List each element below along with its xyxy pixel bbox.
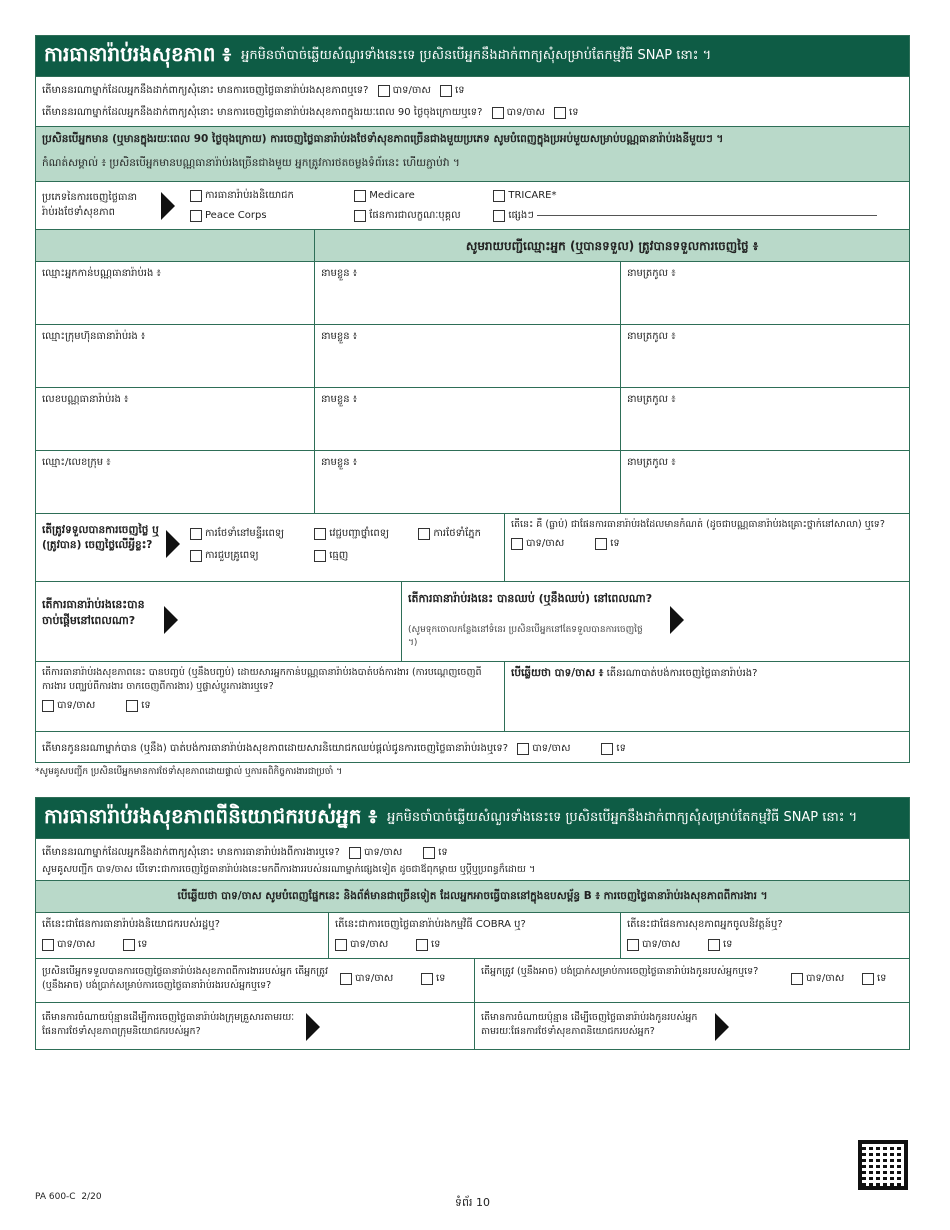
cost-row xyxy=(36,1002,909,1050)
section-title: ការធានារ៉ាប់រងសុខភាពពីនិយោជករបស់អ្នក ៖ xyxy=(44,804,378,828)
section-header xyxy=(36,798,909,838)
no-label: ទេ xyxy=(616,743,626,754)
section-subtitle: អ្នកមិនចាំបាច់ឆ្លើយសំណួរទាំងនេះទេ ប្រសិនបើអ្នកនឹងដាក់ពាក្យសុំសម្រាប់តែកម្មវិធី SNAP នោះ ។ xyxy=(241,47,712,63)
family-cost-question: តើមានការចំណាយប៉ុន្មានដើម្បីការចេញថ្លៃធានារ៉ាប់រងក្រុមគ្រួសារតាមរយៈផែនការថែទាំសុខភាពក្រុមនិយោជករបស់អ្នក? xyxy=(42,1012,295,1037)
no-label: ទេ xyxy=(877,973,887,984)
job-coverage-row xyxy=(36,838,909,880)
no-checkbox[interactable] xyxy=(554,107,566,119)
covered-question: តើត្រូវទទួលបានការចេញថ្លៃ ឬ (ត្រូវបាន) ចេញថ្លៃលើអ្វីខ្លះ? xyxy=(42,524,159,551)
cobra-question: តើនេះជាការចេញថ្លៃធានារ៉ាប់រងកម្មវិធី COBRA ឬ? xyxy=(335,919,526,930)
instruction-text: ប្រសិនបើអ្នកមាន (ឬមានក្នុងរយៈពេល 90 ថ្ងៃចុងក្រោយ) ការចេញថ្លៃធានារ៉ាប់រងថែទាំសុខភាពច្រើនជាងមួយប្រភេទ សូមបំពេញក្នុងប្រអប់មួយសម្រាប់បណ្ណធានារ៉ាប់រងនីមួយៗ ។ xyxy=(42,133,724,145)
covered-services-row xyxy=(36,513,909,581)
no-label: ទេ xyxy=(723,939,733,950)
medicare-checkbox[interactable] xyxy=(354,190,366,202)
policy-number-field[interactable]: លេខបណ្ណធានារ៉ាប់រង ៖ xyxy=(42,394,129,405)
no-checkbox[interactable] xyxy=(423,847,435,859)
note-text: កំណត់សម្គាល់ ៖ ប្រសិនបើអ្នកមានបណ្ណធានារ៉ាប់រងច្រើនជាងមួយ អ្នកត្រូវការថតចម្លងទំព័រនេះ ហើយភ្ជាប់វា ។ xyxy=(42,157,460,169)
first-name-field[interactable]: នាមខ្លួន ៖ xyxy=(314,451,620,513)
yes-label: បាទ/ចាស xyxy=(806,973,845,984)
yes-label: បាទ/ចាស xyxy=(355,973,394,984)
prescription-checkbox[interactable] xyxy=(314,528,326,540)
yes-label: បាទ/ចាស xyxy=(642,939,681,950)
no-label: ទេ xyxy=(138,939,148,950)
yes-checkbox[interactable] xyxy=(42,700,54,712)
first-name-field[interactable]: នាមខ្លួន ៖ xyxy=(314,388,620,450)
list-header: សូមរាយបញ្ជីឈ្មោះអ្នក (ឬបានទទួល) ត្រូវបានទទួលការចេញថ្លៃ ៖ xyxy=(314,230,909,261)
state-plan-question: តើនេះជាផែនការធានារ៉ាប់រងនិយោជករបស់រដ្ឋឬ? xyxy=(42,919,220,930)
footnote: *សូមគូសបញ្ជីក ប្រសិនបើអ្នកមានការថែទាំសុខភាពដោយផ្ទាល់ ឬការតពិកិច្ចការងារជាប្រចាំ ។ xyxy=(35,767,343,777)
medicare-label: Medicare xyxy=(369,190,415,201)
dental-checkbox[interactable] xyxy=(314,550,326,562)
job-loss-row xyxy=(36,661,909,731)
arrow-icon xyxy=(164,606,178,634)
question-90-days: តើមាននរណាម្នាក់ដែលអ្នកនឹងដាក់ពាក្យសុំនោះ មានការចេញថ្លៃធានារ៉ាប់រងសុខភាពក្នុងរយៈពេល 90 ថ្ងៃចុងក្រោយឬទេ? xyxy=(42,107,483,118)
section-subtitle: អ្នកមិនចាំបាច់ឆ្លើយសំណួរទាំងនេះទេ ប្រសិនបើអ្នកនឹងដាក់ពាក្យសុំសម្រាប់តែកម្មវិធី SNAP នោះ ។ xyxy=(387,809,858,825)
yes-checkbox[interactable] xyxy=(511,538,523,550)
doctor-label: ការជួបគ្រូពេទ្យ xyxy=(205,550,259,561)
no-checkbox[interactable] xyxy=(126,700,138,712)
banner-row xyxy=(36,880,909,912)
form-date: 2/20 xyxy=(81,1192,102,1202)
yes-checkbox[interactable] xyxy=(349,847,361,859)
person-row xyxy=(36,387,909,450)
form-number: PA 600-C xyxy=(35,1192,76,1202)
coverage-type-label: ប្រភេទនៃការចេញថ្លៃធានារ៉ាប់រងថែទាំសុខភាព xyxy=(42,192,138,218)
no-label: ទេ xyxy=(438,847,448,858)
arrow-icon xyxy=(670,606,684,634)
arrow-icon xyxy=(715,1013,729,1041)
no-checkbox[interactable] xyxy=(708,939,720,951)
arrow-icon xyxy=(306,1013,320,1041)
job-loss-question: តើការធានារ៉ាប់រងសុខភាពនេះ បានបញ្ចប់ (ឬនឹងបញ្ចប់) ដោយសារអ្នកកាន់បណ្ណធានារ៉ាប់រងបាត់បង់ការងារ (ការបណ្តេញចេញពីការងារ បញ្ឈប់ពីការងារ ចាកចេញពីការងារ) ឬផ្លាស់ប្តូរការងារឬទេ? xyxy=(42,667,482,692)
self-pay-question: ប្រសិនបើអ្នកទទួលបានការចេញថ្លៃធានារ៉ាប់រងសុខភាពពីការងាររបស់អ្នក តើអ្នកត្រូវ (ឬនឹងអាច) បង់ប្រាក់សម្រាប់ការចេញថ្លៃធានារ៉ាប់រងរបស់អ្នកឬទេ? xyxy=(42,966,329,991)
no-label: ទេ xyxy=(141,700,151,711)
no-checkbox[interactable] xyxy=(440,85,452,97)
dental-label: ធ្មេញ xyxy=(329,550,349,561)
employer-label: ការធានារ៉ាប់រងនិយោជក xyxy=(205,190,294,201)
limited-plan-question: តើនេះ គឺ (ធ្លាប់) ជាផែនការធានារ៉ាប់រងដែលមានកំណត់ (ដូចជាបណ្ណធានារ៉ាប់រងគ្រោះថ្នាក់នៅសាលា) ឬទេ? xyxy=(511,519,885,530)
holder-name-field[interactable]: ឈ្មោះអ្នកកាន់បណ្ណធានារ៉ាប់រង ៖ xyxy=(42,268,161,279)
yes-label: បាទ/ចាស xyxy=(364,847,403,858)
last-name-field[interactable]: នាមត្រកូល ៖ xyxy=(620,451,909,513)
banner-text: បើឆ្លើយថា បាទ/ចាស សូមបំពេញផ្នែកនេះ និងព័ត៌មានជាច្រើនទៀត ដែលអ្នកអាចធ្វើបាននៅក្នុងឧបសម្ព័ន្ធ B ៖ ការចេញថ្លៃធានារ៉ាប់រងសុខភាពពីការងារ ។ xyxy=(177,890,768,902)
person-row xyxy=(36,261,909,324)
child-coverage-row xyxy=(36,731,909,763)
no-label: ទេ xyxy=(569,107,579,118)
individual-plan-checkbox[interactable] xyxy=(354,210,366,222)
last-name-field[interactable]: នាមត្រកូល ៖ xyxy=(620,388,909,450)
no-label: ទេ xyxy=(436,973,446,984)
child-pay-question: តើអ្នកត្រូវ (ឬនឹងអាច) បង់ប្រាក់សម្រាប់ការចេញថ្លៃធានារ៉ាប់រងកូនរបស់អ្នកឬទេ? xyxy=(481,966,759,977)
yes-label: បាទ/ចាស xyxy=(392,85,431,96)
employer-insurance-section xyxy=(35,797,910,1050)
yes-checkbox[interactable] xyxy=(340,973,352,985)
section-title: ការធានារ៉ាប់រងសុខភាព ៖ xyxy=(44,42,232,66)
job-coverage-question: តើមាននរណាម្នាក់ដែលអ្នកនឹងដាក់ពាក្យសុំនោះ មានការធានារ៉ាប់រងពីការងារឬទេ? xyxy=(42,847,340,858)
other-input[interactable] xyxy=(537,215,877,216)
first-name-field[interactable]: នាមខ្លួន ៖ xyxy=(314,325,620,387)
no-checkbox[interactable] xyxy=(416,939,428,951)
peace-corps-checkbox[interactable] xyxy=(190,210,202,222)
coverage-type-row xyxy=(36,181,909,229)
yes-label: បាទ/ចាស xyxy=(57,939,96,950)
arrow-icon xyxy=(161,192,175,220)
who-lost-question: តើនរណាបាត់បង់ការចេញថ្លៃធានារ៉ាប់រង? xyxy=(606,668,758,679)
other-checkbox[interactable] xyxy=(493,210,505,222)
dates-row xyxy=(36,581,909,661)
end-question: តើការធានារ៉ាប់រងនេះ បានឈប់ (ឬនឹងឈប់) នៅពេលណា? xyxy=(408,592,653,605)
qr-code xyxy=(858,1140,908,1190)
yes-label: បាទ/ចាស xyxy=(57,700,96,711)
no-checkbox[interactable] xyxy=(595,538,607,550)
yes-label: បាទ/ចាស xyxy=(350,939,389,950)
question-current-coverage: តើមាននរណាម្នាក់ដែលអ្នកនឹងដាក់ពាក្យសុំនោះ មានការចេញថ្លៃធានារ៉ាប់រងសុខភាពឬទេ? xyxy=(42,85,369,96)
health-insurance-section xyxy=(35,35,910,763)
individual-plan-label: ផែនការជាលក្ខណៈបុគ្គល xyxy=(369,210,461,221)
arrow-icon xyxy=(166,530,180,558)
prescription-label: វេជ្ជបញ្ជាថ្នាំពេទ្យ xyxy=(329,528,390,539)
no-label: ទេ xyxy=(610,538,620,549)
no-label: ទេ xyxy=(431,939,441,950)
section-header xyxy=(36,36,909,76)
yes-label: បាទ/ចាស xyxy=(526,538,565,549)
hospital-checkbox[interactable] xyxy=(190,528,202,540)
yes-checkbox[interactable] xyxy=(492,107,504,119)
if-yes-label: បើឆ្លើយថា បាទ/ចាស ៖ xyxy=(511,667,604,679)
form-id xyxy=(35,1192,102,1202)
tricare-label: TRICARE* xyxy=(508,190,557,201)
yes-checkbox[interactable] xyxy=(627,939,639,951)
yes-label: បាទ/ចាស xyxy=(506,107,545,118)
job-coverage-note: សូមគូសបញ្ជីក បាទ/ចាស បើទោះជាការចេញថ្លៃធានារ៉ាប់រងនេះមកពីការងាររបស់នរណាម្នាក់ផ្សេងទៀត ដូចជាឪពុកម្តាយ ឬប្តីឬប្រពន្ធក៏ដោយ ។ xyxy=(42,864,536,875)
instructions-row xyxy=(36,126,909,181)
hospital-label: ការថែទាំនៅមន្ទីរពេទ្យ xyxy=(205,528,285,539)
first-name-field[interactable]: នាមខ្លួន ៖ xyxy=(314,262,620,324)
other-label: ផ្សេងៗ xyxy=(508,210,534,221)
no-checkbox[interactable] xyxy=(421,973,433,985)
coverage-questions-row xyxy=(36,76,909,126)
pay-row xyxy=(36,958,909,1002)
no-label: ទេ xyxy=(455,85,465,96)
doctor-checkbox[interactable] xyxy=(190,550,202,562)
vision-checkbox[interactable] xyxy=(418,528,430,540)
yes-checkbox[interactable] xyxy=(791,973,803,985)
no-checkbox[interactable] xyxy=(601,743,613,755)
yes-checkbox[interactable] xyxy=(42,939,54,951)
no-checkbox[interactable] xyxy=(123,939,135,951)
last-name-field[interactable]: នាមត្រកូល ៖ xyxy=(620,325,909,387)
page-number: ទំព័រ 10 xyxy=(455,1196,490,1209)
child-cost-question: តើមានការចំណាយប៉ុន្មាន ដើម្បីចេញថ្លៃធានារ៉ាប់រងកូនរបស់អ្នកតាមរយៈផែនការថែទាំសុខភាពនិយោជករបស់អ្នក? xyxy=(481,1012,698,1037)
peace-corps-label: Peace Corps xyxy=(205,210,267,221)
yes-label: បាទ/ចាស xyxy=(532,743,571,754)
person-row xyxy=(36,324,909,387)
employer-checkbox[interactable] xyxy=(190,190,202,202)
insurer-name-field[interactable]: ឈ្មោះក្រុមហ៊ុនធានារ៉ាប់រង ៖ xyxy=(42,331,146,342)
retiree-question: តើនេះជាផែនការសុខភាពអ្នកចូលនិវត្តន៍ឬ? xyxy=(627,919,783,930)
person-row xyxy=(36,450,909,513)
list-header-row xyxy=(36,229,909,261)
tricare-checkbox[interactable] xyxy=(493,190,505,202)
no-checkbox[interactable] xyxy=(862,973,874,985)
yes-checkbox[interactable] xyxy=(517,743,529,755)
group-number-field[interactable]: ឈ្មោះ/លេខក្រុម ៖ xyxy=(42,457,111,468)
vision-label: ការថែទាំភ្នែក xyxy=(433,528,481,539)
yes-checkbox[interactable] xyxy=(378,85,390,97)
start-question: តើការធានារ៉ាប់រងនេះបានចាប់ផ្តើមនៅពេលណា? xyxy=(42,598,145,627)
yes-checkbox[interactable] xyxy=(335,939,347,951)
last-name-field[interactable]: នាមត្រកូល ៖ xyxy=(620,262,909,324)
child-coverage-question: តើមានកូននរណាម្នាក់បាន (ឬនឹង) បាត់បង់ការធានារ៉ាប់រងសុខភាពដោយសារនិយោជកឈប់ផ្តល់ជូនការចេញថ្លៃធានារ៉ាប់រងឬទេ? xyxy=(42,743,509,754)
end-note: (សូមទុកចោលកន្លែងនៅទំនេរ ប្រសិនបើអ្នកនៅតែទទួលបានការចេញថ្លៃ ។) xyxy=(408,625,643,648)
plan-type-row xyxy=(36,912,909,958)
